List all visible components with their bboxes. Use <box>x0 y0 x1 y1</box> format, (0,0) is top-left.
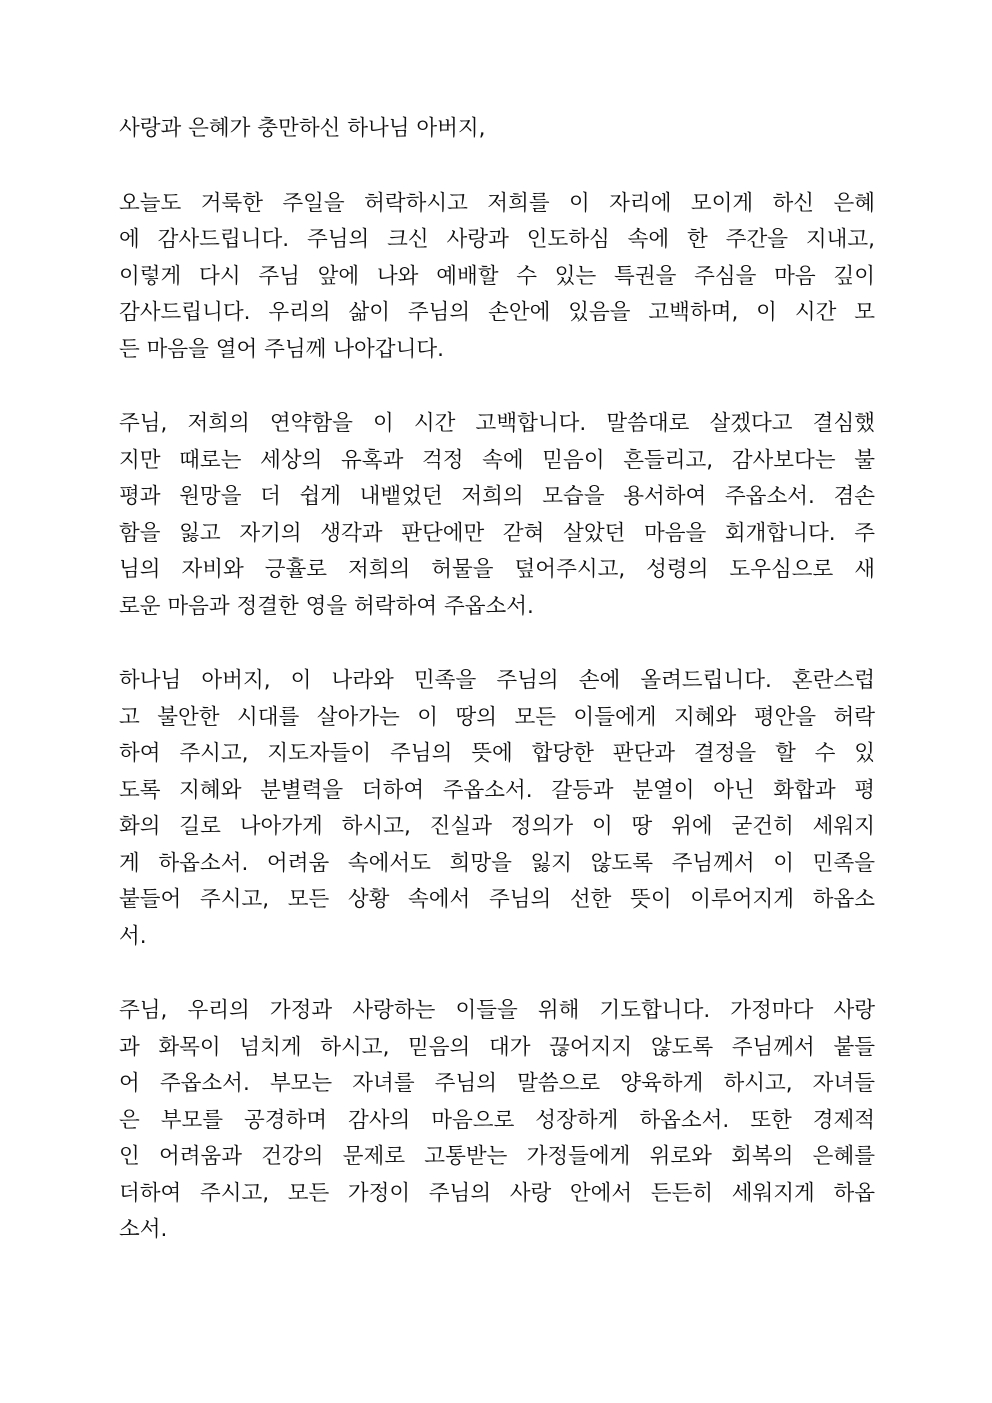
text-line: 에 감사드립니다. 주님의 크신 사랑과 인도하심 속에 한 주간을 지내고, <box>119 227 875 252</box>
paragraph-gap <box>119 368 875 406</box>
text-line: 더하여 주시고, 모든 가정이 주님의 사랑 안에서 든든히 세워지게 하옵 <box>119 1180 875 1206</box>
text-line: 과 화목이 넘치게 하시고, 믿음의 대가 끊어지지 않도록 주님께서 붙들 <box>119 1034 875 1060</box>
paragraph-thanksgiving <box>119 186 875 369</box>
paragraph-family <box>119 993 875 1249</box>
paragraph-confession <box>119 406 875 625</box>
text-line: 하나님 아버지, 이 나라와 민족을 주님의 손에 올려드립니다. 혼란스럽 <box>119 668 875 693</box>
greeting-line: 사랑과 은혜가 충만하신 하나님 아버지, <box>119 116 486 141</box>
text-line: 로운 마음과 정결한 영을 허락하여 주옵소서. <box>119 593 534 619</box>
text-line: 함을 잃고 자기의 생각과 판단에만 갇혀 살았던 마음을 회개합니다. 주 <box>119 520 875 546</box>
text-line: 서. <box>119 923 147 949</box>
text-line: 감사드립니다. 우리의 삶이 주님의 손안에 있음을 고백하며, 이 시간 모 <box>119 300 875 325</box>
text-line: 이렇게 다시 주님 앞에 나와 예배할 수 있는 특권을 주심을 마음 깊이 <box>119 263 875 289</box>
text-line: 주님, 저희의 연약함을 이 시간 고백합니다. 말씀대로 살겠다고 결심했 <box>119 411 875 436</box>
text-line: 오늘도 거룩한 주일을 허락하시고 저희를 이 자리에 모이게 하신 은혜 <box>119 190 875 216</box>
text-line: 님의 자비와 긍휼로 저희의 허물을 덮어주시고, 성령의 도우심으로 새 <box>119 557 875 582</box>
text-line: 소서. <box>119 1217 168 1242</box>
paragraph-gap <box>119 148 875 186</box>
paragraph-gap <box>119 955 875 993</box>
prayer-text <box>119 111 875 1249</box>
text-line: 주님, 우리의 가정과 사랑하는 이들을 위해 기도합니다. 가정마다 사랑 <box>119 998 875 1023</box>
text-line: 어 주옵소서. 부모는 자녀를 주님의 말씀으로 양육하게 하시고, 자녀들 <box>119 1071 875 1096</box>
text-line: 평과 원망을 더 쉽게 내뱉었던 저희의 모습을 용서하여 주옵소서. 겸손 <box>119 484 875 509</box>
greeting <box>119 111 875 148</box>
paragraph-nation <box>119 663 875 955</box>
text-line: 하여 주시고, 지도자들이 주님의 뜻에 합당한 판단과 결정을 할 수 있 <box>119 741 875 766</box>
text-line: 화의 길로 나아가게 하시고, 진실과 정의가 이 땅 위에 굳건히 세워지 <box>119 814 875 839</box>
text-line: 고 불안한 시대를 살아가는 이 땅의 모든 이들에게 지혜와 평안을 허락 <box>119 704 875 730</box>
text-line: 붙들어 주시고, 모든 상황 속에서 주님의 선한 뜻이 이루어지게 하옵소 <box>119 887 875 912</box>
text-line: 게 하옵소서. 어려움 속에서도 희망을 잃지 않도록 주님께서 이 민족을 <box>119 850 875 876</box>
text-line: 도록 지혜와 분별력을 더하여 주옵소서. 갈등과 분열이 아닌 화합과 평 <box>119 777 875 803</box>
text-line: 은 부모를 공경하며 감사의 마음으로 성장하게 하옵소서. 또한 경제적 <box>119 1107 875 1133</box>
text-line: 인 어려움과 건강의 문제로 고통받는 가정들에게 위로와 회복의 은혜를 <box>119 1144 875 1169</box>
text-line: 지만 때로는 세상의 유혹과 걱정 속에 믿음이 흔들리고, 감사보다는 불 <box>119 447 875 473</box>
paragraph-gap <box>119 625 875 663</box>
text-line: 든 마음을 열어 주님께 나아갑니다. <box>119 336 444 362</box>
